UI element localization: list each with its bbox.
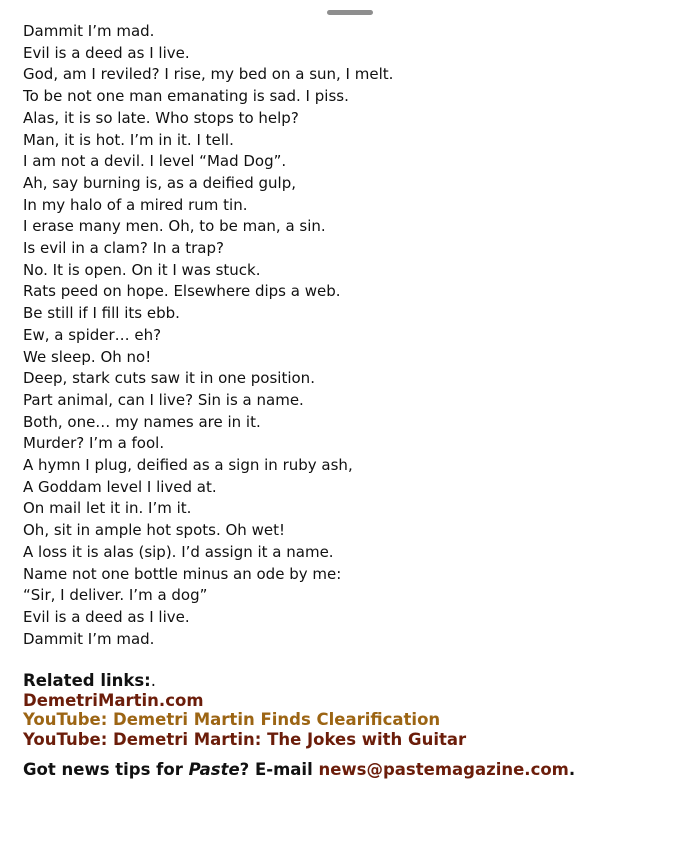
poem-line: On mail let it in. I’m it. xyxy=(23,499,192,518)
poem-line: Dammit I’m mad. xyxy=(23,629,155,648)
poem-line: A hymn I plug, deified as a sign in ruby ash, xyxy=(23,456,353,475)
poem-line: Both, one… my names are in it. xyxy=(23,412,261,431)
poem-line: Be still if I fill its ebb. xyxy=(23,304,180,323)
poem-line: Part animal, can I live? Sin is a name. xyxy=(23,390,304,409)
poem-line: Man, it is hot. I’m in it. I tell. xyxy=(23,130,234,149)
link-youtube-clearification[interactable]: YouTube: Demetri Martin Finds Clearification xyxy=(23,710,441,729)
link-youtube-jokes-with-guitar[interactable]: YouTube: Demetri Martin: The Jokes with Guitar xyxy=(23,729,467,749)
poem-line: A loss it is alas (sip). I’d assign it a name. xyxy=(23,542,334,561)
tips-suffix: . xyxy=(568,760,576,779)
poem-line: I am not a devil. I level “Mad Dog”. xyxy=(23,152,287,171)
heading-period: . xyxy=(150,671,157,690)
related-links-heading xyxy=(23,671,466,691)
poem-line: No. It is open. On it I was stuck. xyxy=(23,260,261,279)
poem-line: Ew, a spider… eh? xyxy=(23,325,162,344)
poem-line: “Sir, I deliver. I’m a dog” xyxy=(23,586,208,605)
related-links xyxy=(23,671,466,749)
poem-line: Dammit I’m mad. xyxy=(23,22,155,40)
link-demetrimartin-com[interactable]: DemetriMartin.com xyxy=(23,690,204,710)
poem-line: We sleep. Oh no! xyxy=(23,347,152,366)
related-heading-text: Related links: xyxy=(23,671,151,690)
news-tips xyxy=(23,760,575,779)
poem-line: Evil is a deed as I live. xyxy=(23,607,190,626)
poem-line: Ah, say burning is, as a deified gulp, xyxy=(23,173,296,192)
poem-line: Name not one bottle minus an ode by me: xyxy=(23,564,342,583)
poem-line: Evil is a deed as I live. xyxy=(23,43,190,62)
publication-name: Paste xyxy=(188,760,240,779)
poem-line: Murder? I’m a fool. xyxy=(23,434,165,453)
email-link[interactable]: news@pastemagazine.com xyxy=(318,760,569,779)
poem-line: Rats peed on hope. Elsewhere dips a web. xyxy=(23,282,341,301)
poem-line: Oh, sit in ample hot spots. Oh wet! xyxy=(23,521,285,540)
poem-line: In my halo of a mired rum tin. xyxy=(23,195,248,214)
drag-handle[interactable] xyxy=(327,10,373,15)
poem-line: God, am I reviled? I rise, my bed on a sun, I melt. xyxy=(23,65,394,84)
poem-line: Deep, stark cuts saw it in one position. xyxy=(23,369,315,388)
poem xyxy=(23,21,393,650)
poem-line: Is evil in a clam? In a trap? xyxy=(23,239,224,258)
poem-line: To be not one man emanating is sad. I piss. xyxy=(23,87,349,106)
poem-line: A Goddam level I lived at. xyxy=(23,477,217,496)
tips-middle: ? E-mail xyxy=(239,760,319,779)
poem-line: I erase many men. Oh, to be man, a sin. xyxy=(23,217,326,236)
tips-prefix: Got news tips for xyxy=(23,760,189,779)
poem-line: Alas, it is so late. Who stops to help? xyxy=(23,108,299,127)
